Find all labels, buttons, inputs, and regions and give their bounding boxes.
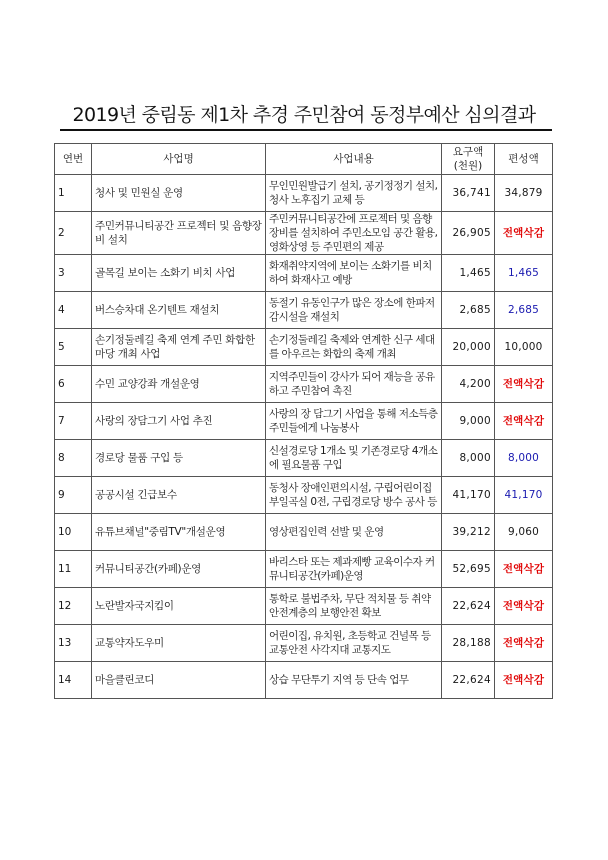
header-final: 편성액 <box>495 144 553 175</box>
row-project-name: 교통약자도우미 <box>92 625 266 662</box>
row-final-amount: 10,000 <box>495 329 553 366</box>
row-request-amount: 1,465 <box>442 255 495 292</box>
row-project-name: 골목길 보이는 소화기 비치 사업 <box>92 255 266 292</box>
row-num: 6 <box>55 366 92 403</box>
row-final-amount: 2,685 <box>495 292 553 329</box>
row-num: 9 <box>55 477 92 514</box>
table-row <box>55 625 553 662</box>
row-final-amount: 전액삭감 <box>495 662 553 699</box>
row-request-amount: 36,741 <box>442 175 495 212</box>
row-num: 12 <box>55 588 92 625</box>
row-request-amount: 22,624 <box>442 588 495 625</box>
row-final-amount: 9,060 <box>495 514 553 551</box>
row-project-name: 경로당 물품 구입 등 <box>92 440 266 477</box>
row-project-name: 마을클린코디 <box>92 662 266 699</box>
table-row <box>55 403 553 440</box>
table-row <box>55 292 553 329</box>
row-final-amount: 34,879 <box>495 175 553 212</box>
row-project-content: 지역주민들이 강사가 되어 재능을 공유하고 주민참여 촉진 <box>266 366 442 403</box>
row-project-name: 청사 및 민원실 운영 <box>92 175 266 212</box>
row-project-content: 손기정둘레길 축제와 연계한 신구 세대를 아우르는 화합의 축제 개최 <box>266 329 442 366</box>
row-final-amount: 전액삭감 <box>495 212 553 255</box>
table-row <box>55 440 553 477</box>
document-title: 2019년 중림동 제1차 추경 주민참여 동정부예산 심의결과 <box>72 104 536 126</box>
row-num: 10 <box>55 514 92 551</box>
budget-table <box>54 143 553 699</box>
row-final-amount: 8,000 <box>495 440 553 477</box>
row-project-name: 공공시설 긴급보수 <box>92 477 266 514</box>
row-final-amount: 전액삭감 <box>495 588 553 625</box>
row-project-content: 동절기 유동인구가 많은 장소에 한파저감시설을 재설치 <box>266 292 442 329</box>
row-project-content: 상습 무단투기 지역 등 단속 업무 <box>266 662 442 699</box>
row-project-content: 화재취약지역에 보이는 소화기를 비치하여 화재사고 예방 <box>266 255 442 292</box>
row-project-content: 어린이집, 유치원, 초등학교 건널목 등 교통안전 사각지대 교통지도 <box>266 625 442 662</box>
table-row <box>55 366 553 403</box>
row-project-name: 사랑의 장담그기 사업 추진 <box>92 403 266 440</box>
table-row <box>55 662 553 699</box>
row-project-content: 신설경로당 1개소 및 기존경로당 4개소에 필요물품 구입 <box>266 440 442 477</box>
row-final-amount: 전액삭감 <box>495 403 553 440</box>
table-row <box>55 477 553 514</box>
row-num: 14 <box>55 662 92 699</box>
row-num: 11 <box>55 551 92 588</box>
row-project-content: 통학로 불법주차, 무단 적치물 등 취약안전계층의 보행안전 확보 <box>266 588 442 625</box>
row-project-content: 바리스타 또는 제과제빵 교육이수자 커뮤니티공간(카페)운영 <box>266 551 442 588</box>
row-project-content: 주민커뮤니티공간에 프로젝터 및 음향장비를 설치하여 주민소모임 공간 활용, 영화상영 등 주민편의 제공 <box>266 212 442 255</box>
row-num: 8 <box>55 440 92 477</box>
row-final-amount: 전액삭감 <box>495 366 553 403</box>
row-request-amount: 8,000 <box>442 440 495 477</box>
row-num: 13 <box>55 625 92 662</box>
row-project-name: 손기정둘레길 축제 연계 주민 화합한마당 개최 사업 <box>92 329 266 366</box>
table-row <box>55 212 553 255</box>
table-header-row <box>55 144 553 175</box>
row-request-amount: 4,200 <box>442 366 495 403</box>
row-final-amount: 전액삭감 <box>495 625 553 662</box>
row-num: 3 <box>55 255 92 292</box>
header-content: 사업내용 <box>266 144 442 175</box>
row-num: 2 <box>55 212 92 255</box>
row-project-name: 노란발자국지킴이 <box>92 588 266 625</box>
row-project-name: 주민커뮤니티공간 프로젝터 및 음향장비 설치 <box>92 212 266 255</box>
title-underline <box>60 129 552 131</box>
row-project-name: 수민 교양강좌 개설운영 <box>92 366 266 403</box>
header-name: 사업명 <box>92 144 266 175</box>
row-request-amount: 26,905 <box>442 212 495 255</box>
table-row <box>55 255 553 292</box>
row-request-amount: 52,695 <box>442 551 495 588</box>
table-row <box>55 175 553 212</box>
row-request-amount: 2,685 <box>442 292 495 329</box>
row-project-content: 영상편집인력 선발 및 운영 <box>266 514 442 551</box>
row-project-content: 무인민원발급기 설치, 공기정정기 설치, 청사 노후집기 교체 등 <box>266 175 442 212</box>
header-request-unit: (천원) <box>453 160 483 172</box>
table-row <box>55 514 553 551</box>
row-num: 7 <box>55 403 92 440</box>
row-request-amount: 20,000 <box>442 329 495 366</box>
row-project-content: 사랑의 장 담그기 사업을 통해 저소득층 주민들에게 나눔봉사 <box>266 403 442 440</box>
table-row <box>55 329 553 366</box>
row-request-amount: 28,188 <box>442 625 495 662</box>
row-final-amount: 전액삭감 <box>495 551 553 588</box>
row-request-amount: 22,624 <box>442 662 495 699</box>
row-project-name: 버스승차대 온기텐트 재설치 <box>92 292 266 329</box>
header-num: 연번 <box>55 144 92 175</box>
table-row <box>55 588 553 625</box>
row-final-amount: 1,465 <box>495 255 553 292</box>
row-num: 1 <box>55 175 92 212</box>
row-final-amount: 41,170 <box>495 477 553 514</box>
row-request-amount: 39,212 <box>442 514 495 551</box>
header-request <box>442 144 495 175</box>
row-request-amount: 9,000 <box>442 403 495 440</box>
row-project-name: 커뮤니티공간(카페)운영 <box>92 551 266 588</box>
row-project-name: 유튜브채널"중림TV"개설운영 <box>92 514 266 551</box>
row-num: 4 <box>55 292 92 329</box>
row-request-amount: 41,170 <box>442 477 495 514</box>
row-project-content: 동청사 장애인편의시설, 구립어린이집 부일곡실 0전, 구립경로당 방수 공사 등 <box>266 477 442 514</box>
row-num: 5 <box>55 329 92 366</box>
table-row <box>55 551 553 588</box>
header-request-label: 요구액 <box>452 146 484 158</box>
